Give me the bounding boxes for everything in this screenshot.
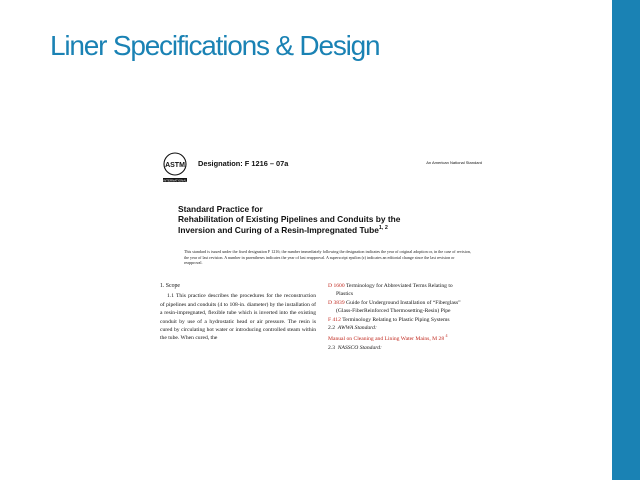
reference-d1600: D 1600 Terminology for Abbreviated Terms Relating to [328, 283, 453, 289]
awwa-standard-heading: 2.2 AWWA Standard: [328, 325, 377, 332]
american-national-standard-note: An American National Standard [426, 160, 482, 165]
svg-text:ASTM: ASTM [165, 162, 185, 169]
reference-d1600-continued: Plastics [336, 291, 354, 298]
slide-title: Liner Specifications & Design [50, 30, 380, 61]
reference-awwa-manual: Manual on Cleaning and Lining Water Mains, M 28 $^4$ [328, 333, 448, 343]
standard-title [178, 204, 478, 235]
reference-d3839-continued: (Glass-FiberReinforced Thermosetting-Resin) Pipe [336, 308, 451, 315]
references-column [328, 282, 482, 352]
scope-paragraph: 1.1 This practice describes the procedures for the reconstruction of pipelines and conduits (4 to 108-in. diameter) by the installation of a resin-impregnated, flexible tube which is inverted into the existing conduit by use of a hydrostatic head or air pressure. The resin is cured by circulating hot water or introducing controlled steam within the tube. When cured, the [160, 293, 316, 342]
scope-heading: 1. Scope [160, 283, 180, 289]
reference-d3839: D 3839 Guide for Underground Installation of “Fiberglass” [328, 299, 461, 306]
accent-side-bar [612, 0, 640, 480]
nassco-standard-heading: 2.3 NASSCO Standard: [328, 344, 382, 351]
astm-international-logo-icon [162, 152, 188, 184]
issue-note: This standard is issued under the fixed designation F 1216; the number immediately following the designation indicates the year of original adoption or, in the case of revision, the year of last revision. A number in parentheses indicates the year of last reapproval. A superscript epsilon (ε) indicates an editorial change since the last revision or reapproval. [184, 249, 471, 265]
designation: Designation: F 1216 – 07a [198, 159, 289, 168]
scope-column [160, 282, 316, 343]
standard-title-line-1: Standard Practice for [178, 204, 263, 214]
reference-f412: F 412 Terminology Relating to Plastic Piping Systems [328, 316, 450, 323]
title-footnote: 1, 2 [378, 225, 388, 232]
standard-title-line-2: Rehabilitation of Existing Pipelines and Conduits by the [178, 214, 401, 225]
svg-text:INTERNATIONAL: INTERNATIONAL [163, 178, 187, 183]
document-excerpt-image [158, 148, 484, 356]
standard-title-line-3: Inversion and Curing of a Resin-Impregnated Tube$^{1, 2}$ [178, 224, 388, 235]
